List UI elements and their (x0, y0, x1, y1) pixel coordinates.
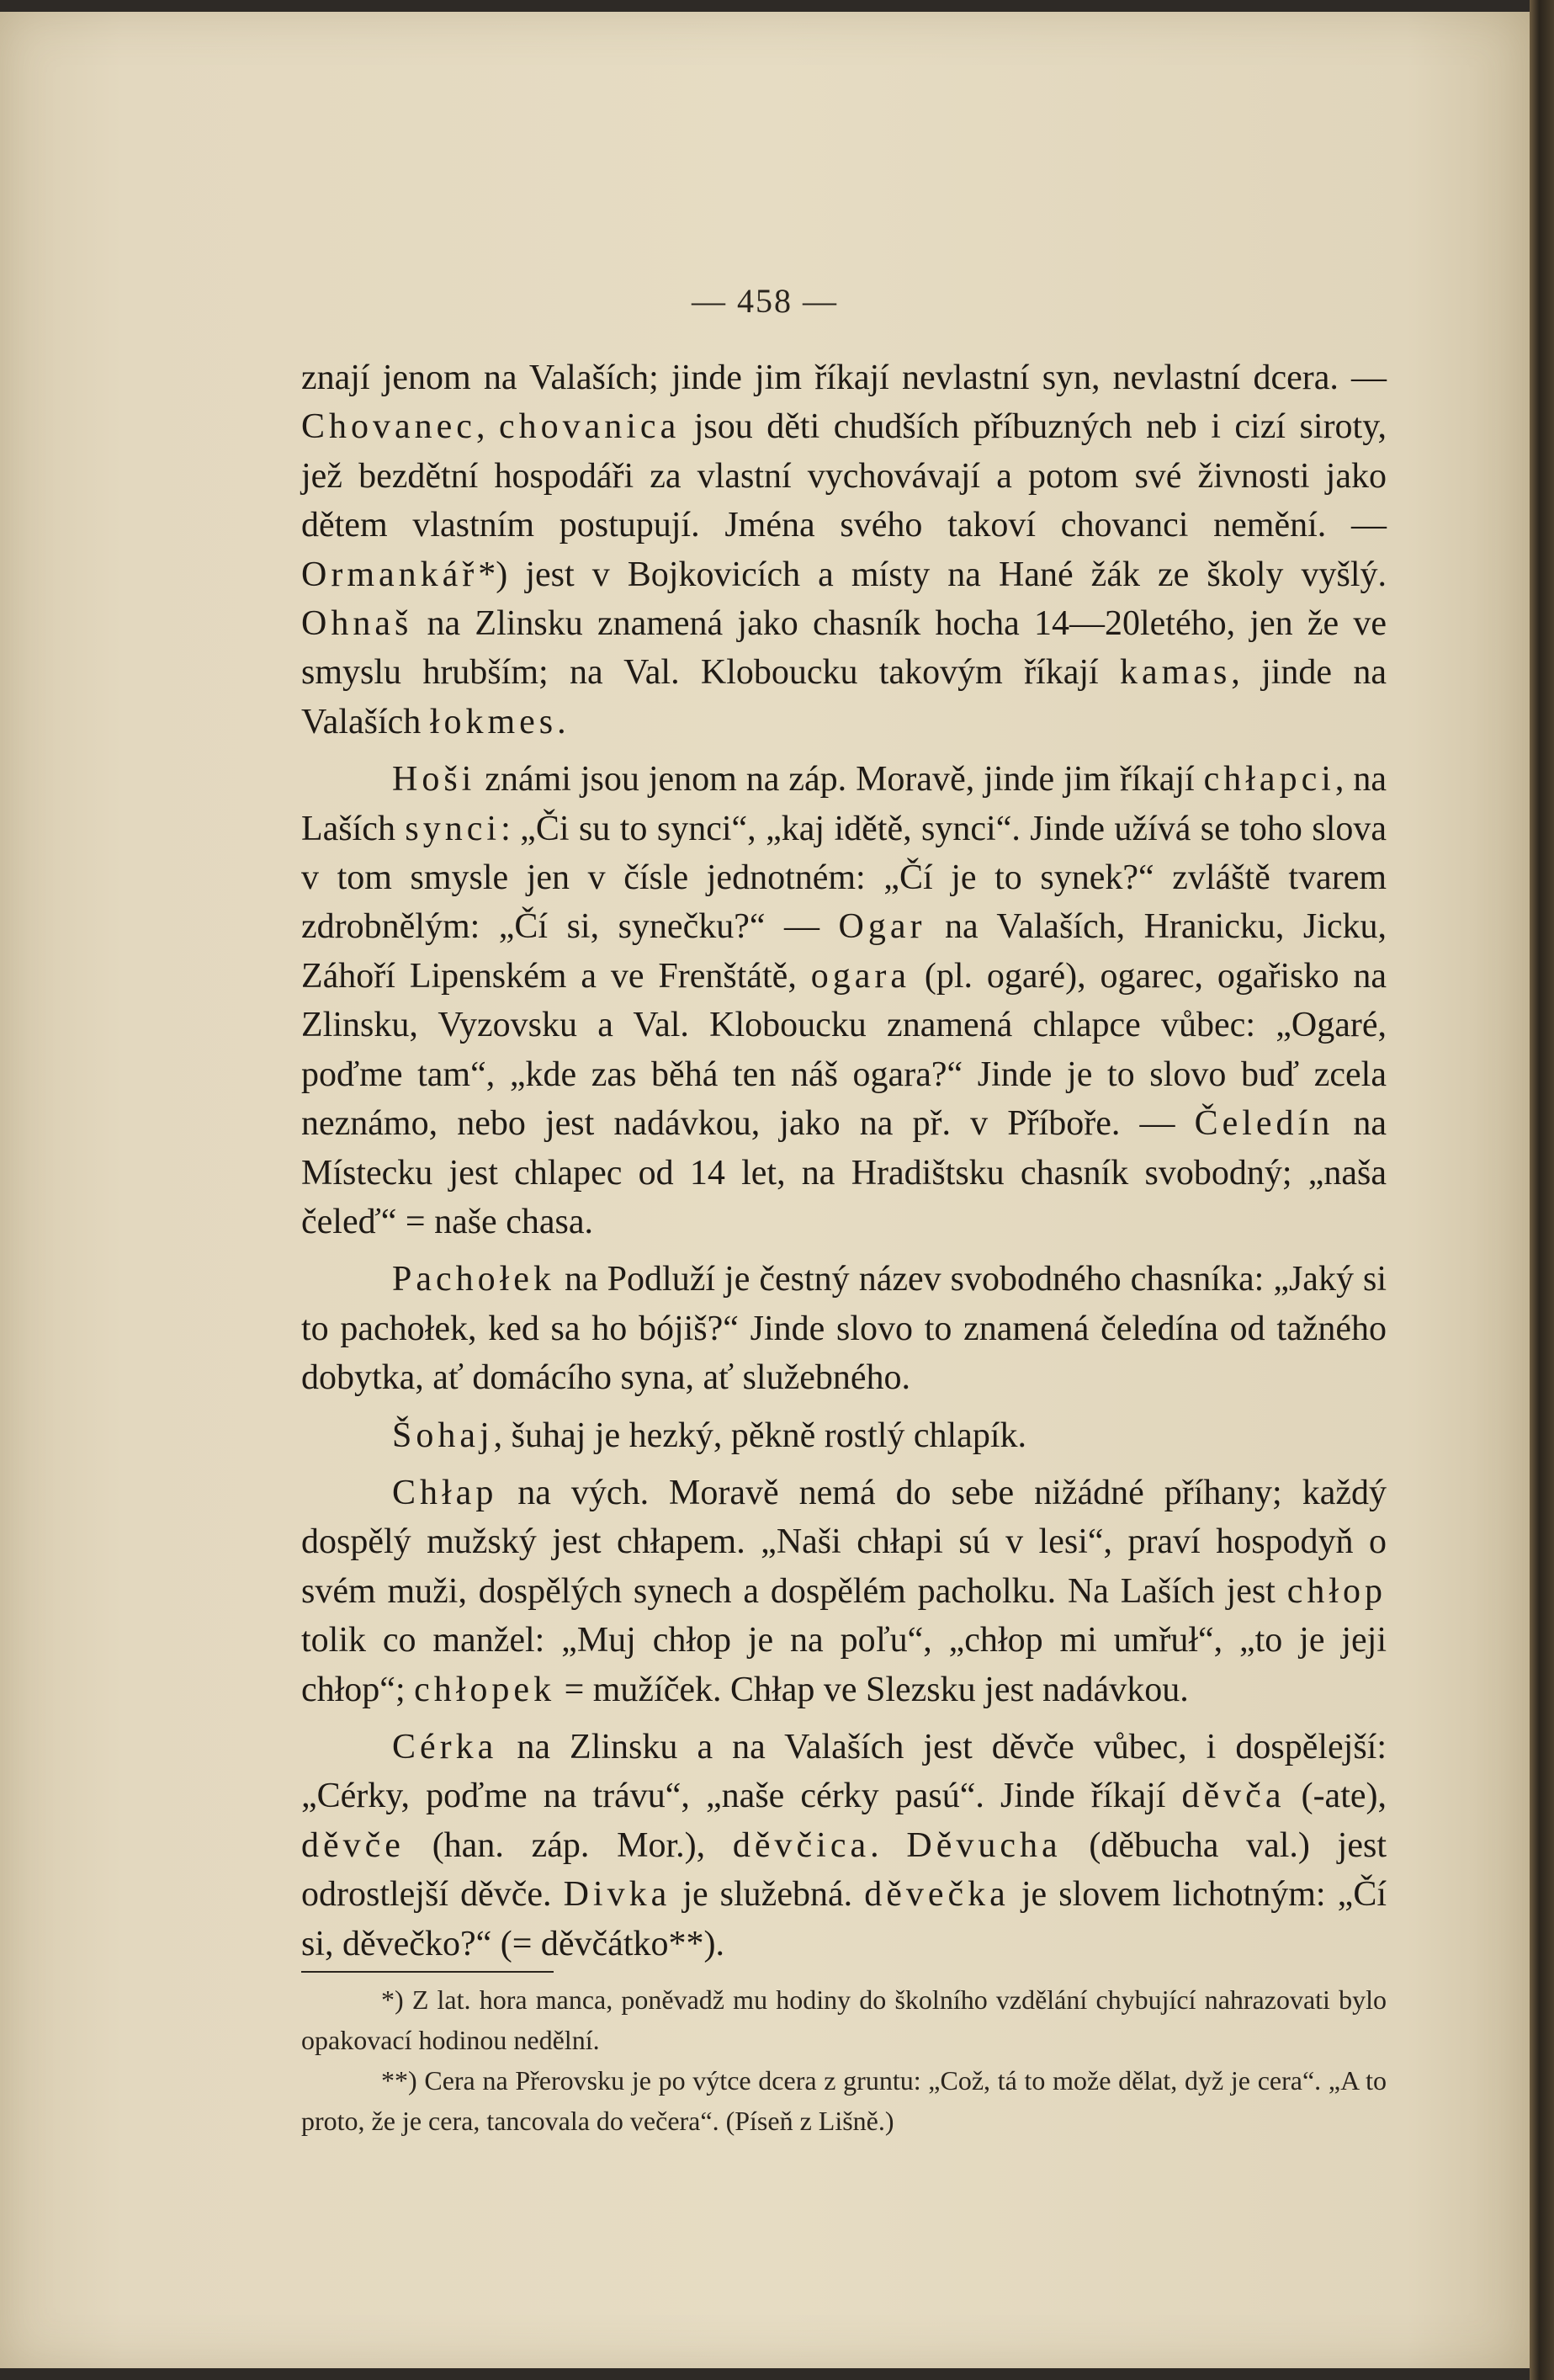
text-run: , na Laších (301, 760, 1387, 848)
spaced-term: Divka (563, 1875, 671, 1915)
spaced-term: łokmes (429, 702, 558, 741)
text-run: . (870, 1825, 907, 1865)
text-run: na vých. Moravě nemá do sebe nižádné příhany; každý dospělý mužský jest chłapem. „Naši chłapi sú v lesi“, praví hospodyň o svém muži, dospělých synech a dospělém pacholku. Na Laších jest (301, 1473, 1387, 1611)
spaced-term: Chovanec (301, 407, 476, 447)
text-run: . (557, 702, 566, 741)
text-run: je slovem lichotným: „Čí si, děvečko?“ (= děvčátko**). (301, 1875, 1387, 1963)
spaced-term: Chłap (392, 1473, 498, 1512)
spaced-term: kamas (1120, 653, 1232, 693)
spaced-term: Ohnaš (301, 604, 413, 644)
text-run: *) jest v Bojkovicích a místy na Hané žák ze školy vyšlý. (478, 555, 1387, 594)
spaced-term: Šohaj (392, 1416, 494, 1455)
footnote (301, 1979, 1387, 2060)
spaced-term: Pachołek (392, 1260, 555, 1299)
text-run: na Zlinsku znamená jako chasník hocha 14—20letého, jen že ve smyslu hrubším; na Val. Kloboucku takovým říkají (301, 604, 1387, 693)
spaced-term: Čeledín (1194, 1104, 1334, 1144)
spaced-term: chłop (1286, 1571, 1387, 1611)
footnote-text: Cera na Přerovsku je po výtce dcera z gruntu: „Což, tá to može dělat, dyž je cera“. „A to proto, že je cera, tancovala do večera“. (Píseň z Lišně.) (301, 2065, 1387, 2136)
text-run: na Valaších, Hranicku, Jicku, Záhoří Lipenském a ve Frenštátě, (301, 907, 1387, 996)
paragraph (301, 1411, 1387, 1460)
paragraph (301, 755, 1387, 1246)
text-run: znají jenom na Valaších; jinde jim říkají nevlastní syn, nevlastní dcera. — (301, 359, 1387, 397)
spaced-term: ogara (810, 956, 910, 996)
spaced-term: děvčica (732, 1825, 871, 1865)
footnote-divider (301, 1971, 554, 1973)
spaced-term: Ogar (838, 907, 926, 947)
spaced-term: děvče (301, 1825, 405, 1865)
footnotes (301, 1979, 1387, 2141)
footnote-text: Z lat. hora manca, poněvadž mu hodiny do školního vzdělání chybující nahrazovati bylo opakovací hodinou nedělní. (301, 1984, 1387, 2055)
spaced-term: Hoši (392, 760, 476, 800)
spaced-term: Cérka (392, 1727, 498, 1766)
text-run: = mužíček. Chłap ve Slezsku jest nadávkou. (555, 1670, 1189, 1709)
spaced-term: děvečka (864, 1875, 1010, 1915)
text-run: na Podluží je čestný název svobodného chasníka: „Jaký si to pachołek, ked sa ho bójiš?“ Jinde slovo to znamená čeledína od tažného dobytka, ať domácího syna, ať služebného. (301, 1260, 1387, 1398)
text-run: známi jsou jenom na záp. Moravě, jinde jim říkají (475, 760, 1204, 800)
text-run: tolik co manžel: „Muj chłop je na poľu“, „chłop mi umřuł“, „to je jeji chłop“; (301, 1621, 1387, 1709)
spaced-term: chovanica (498, 407, 681, 447)
text-run: , jinde na Valaších (301, 653, 1387, 741)
spaced-term: synci (405, 809, 501, 848)
text-run: (děbucha val.) jest odrostlejší děvče. (301, 1825, 1387, 1915)
text-run: (pl. ogaré), ogarec, ogařisko na Zlinsku, Vyzovsku a Val. Kloboucku znamená chlapce vůbec: „Ogaré, poďme tam“, „kde zas běhá ten náš ogara?“ Jinde je to slovo buď zcela neznámo, nebo jest nadávkou, jako na př. v Příboře. — (301, 956, 1387, 1144)
spaced-term: Ormankář (301, 555, 479, 594)
paragraph (301, 353, 1387, 746)
text-run: je služebná. (671, 1875, 865, 1915)
spaced-term: Děvucha (906, 1825, 1062, 1865)
paragraph (301, 1469, 1387, 1714)
spaced-term: děvča (1181, 1777, 1286, 1816)
text-run: , šuhaj je hezký, pěkně rostlý chlapík. (493, 1416, 1026, 1455)
text-run: , (475, 407, 499, 447)
text-run: jsou děti chudších příbuzných neb i cizí siroty, jež bezdětní hospodáři za vlastní vychovávají a potom své živnosti jako dětem vlastním postupují. Jména svého takoví chovanci nemění. — (301, 407, 1387, 545)
text-run: : „Či su to synci“, „kaj idětě, synci“. Jinde užívá se toho slova v tom smysle jen v čísle jednotném: „Čí je to synek?“ zvláště tvarem zdrobnělým: „Čí si, synečku?“ — (301, 809, 1387, 947)
book-spine (1530, 0, 1554, 2380)
text-run: (han. záp. Mor.), (404, 1825, 733, 1865)
page-number: — 458 — (692, 282, 838, 320)
spaced-term: chłopek (414, 1670, 556, 1709)
footnote-mark: **) (381, 2065, 417, 2096)
text-run: na Místecku jest chlapec od 14 let, na Hradištsku chasník svobodný; „naša čeleď“ = naše chasa. (301, 1104, 1387, 1241)
paragraph (301, 1723, 1387, 1968)
footnote-mark: *) (381, 1984, 404, 2015)
body-text (301, 353, 1387, 1977)
spaced-term: chłapci (1203, 760, 1335, 800)
footnote (301, 2060, 1387, 2141)
text-run: (-ate), (1285, 1777, 1387, 1816)
paragraph (301, 1255, 1387, 1402)
text-run: na Zlinsku a na Valaších jest děvče vůbec, i dospělejší: „Cérky, poďme na trávu“, „naše cérky pasú“. Jinde říkají (301, 1727, 1387, 1816)
